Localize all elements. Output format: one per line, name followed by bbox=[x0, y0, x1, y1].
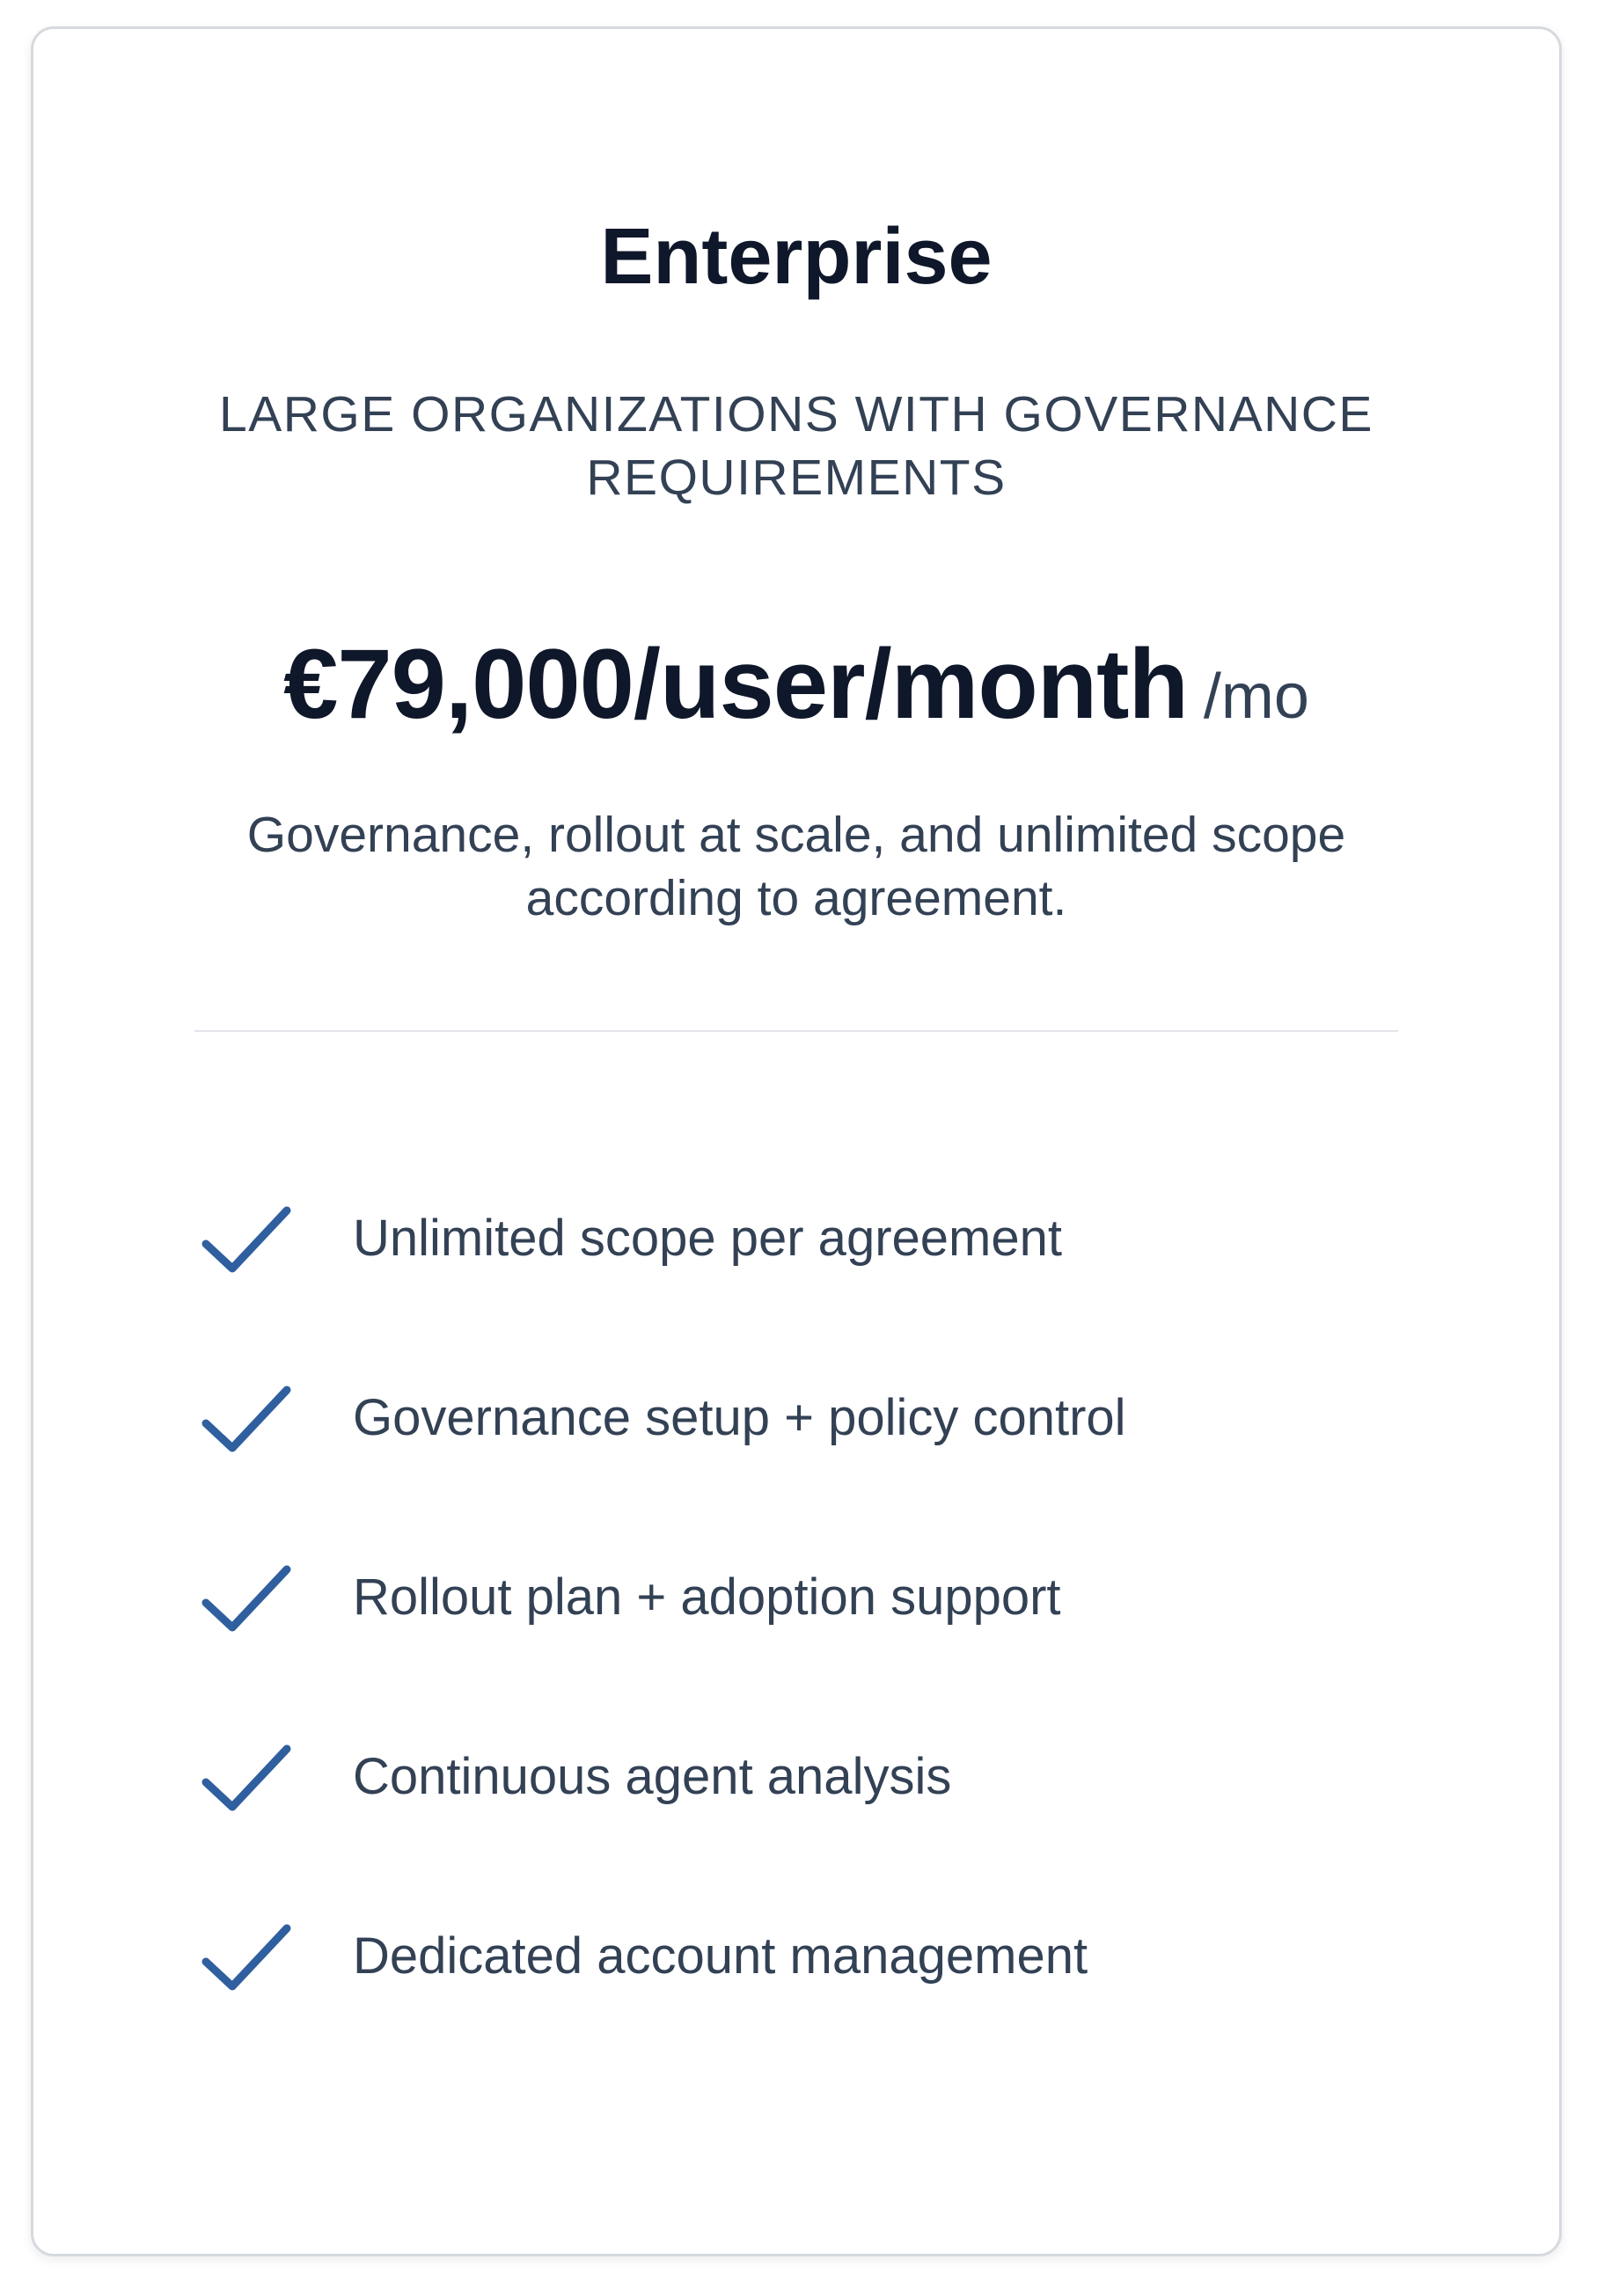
plan-description: Governance, rollout at scale, and unlimited scope according to agreement. bbox=[246, 807, 1346, 926]
plan-name: Enterprise bbox=[600, 213, 993, 301]
check-icon bbox=[199, 1744, 296, 1814]
feature-label: Rollout plan + adoption support bbox=[353, 1568, 1061, 1626]
check-icon bbox=[199, 1205, 296, 1276]
feature-label: Unlimited scope per agreement bbox=[353, 1210, 1062, 1267]
plan-audience: LARGE ORGANIZATIONS WITH GOVERNANCE REQUIREMENTS bbox=[219, 386, 1374, 506]
plan-price: €79,000/user/month bbox=[283, 629, 1188, 739]
feature-item bbox=[199, 1912, 1126, 2092]
price-period: /mo bbox=[1203, 662, 1309, 732]
feature-item bbox=[199, 1554, 1126, 1733]
feature-list bbox=[199, 1195, 1126, 2092]
feature-item bbox=[199, 1195, 1126, 1374]
check-icon bbox=[199, 1385, 296, 1455]
pricing-card bbox=[31, 26, 1562, 2256]
feature-item bbox=[199, 1733, 1126, 1912]
feature-label: Continuous agent analysis bbox=[353, 1748, 952, 1805]
feature-label: Governance setup + policy control bbox=[353, 1389, 1126, 1446]
check-icon bbox=[199, 1923, 296, 1993]
feature-label: Dedicated account management bbox=[353, 1927, 1088, 1985]
check-icon bbox=[199, 1564, 296, 1634]
divider bbox=[194, 1030, 1398, 1032]
price-row bbox=[33, 627, 1559, 741]
feature-item bbox=[199, 1374, 1126, 1554]
